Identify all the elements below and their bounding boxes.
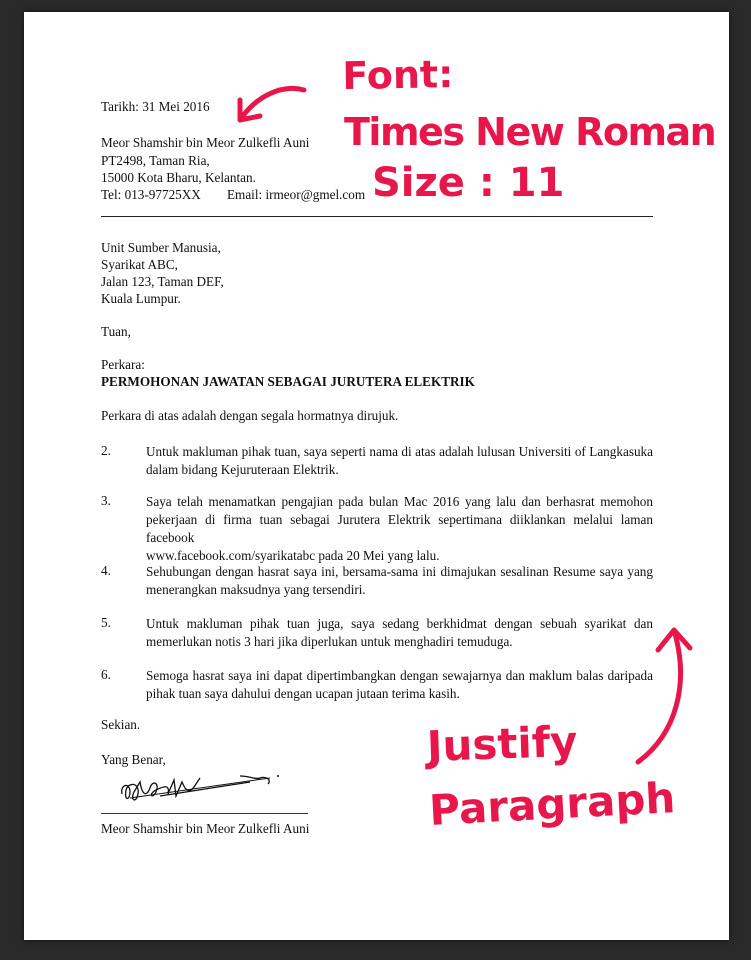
item-number: 2. [101,443,111,458]
item-line: Untuk makluman pihak tuan juga, saya sedang berkhidmat dengan sebuah syarikat dan [146,616,653,631]
item-line: Semoga hasrat saya ini dapat dipertimbangkan dengan sewajarnya dan maklum balas daripada [146,668,653,683]
item-line: www.facebook.com/syarikatabc pada 20 Mei yang lalu. [146,548,440,563]
item-line: Sehubungan dengan hasrat saya ini, bersama-sama ini dimajukan sesalinan Resume saya yang [146,564,653,579]
item-line: Saya telah menamatkan pengajian pada bulan Mac 2016 yang lalu dan berhasrat memohon [146,494,653,509]
sender-address-2: 15000 Kota Bharu, Kelantan. [101,170,256,185]
item-number: 5. [101,615,111,630]
annotation-font-label: Font: [342,52,454,98]
item-number: 6. [101,667,111,682]
header-divider [101,216,653,217]
letter-date: Tarikh: 31 Mei 2016 [101,99,210,114]
arrow-left-icon [232,82,312,130]
signature-name: Meor Shamshir bin Meor Zulkefli Auni [101,821,310,836]
item-line: pekerjaan di firma tuan sebagai Jurutera Elektrik sepertimana diiklankan melalui laman facebook [146,512,653,545]
item-line: memerlukan notis 3 hari jika diperlukan untuk menghadiri temuduga. [146,634,513,649]
salutation: Tuan, [101,324,131,339]
item-line: pihak tuan saya dahului dengan ucapan jutaan terima kasih. [146,686,460,701]
sender-address-1: PT2498, Taman Ria, [101,153,210,168]
item-paragraph [146,667,653,703]
recipient-line-3: Jalan 123, Taman DEF, [101,274,224,289]
item-line: Untuk makluman pihak tuan, saya seperti nama di atas adalah lulusan Universiti of Langkasuka [146,444,653,459]
sender-name: Meor Shamshir bin Meor Zulkefli Auni [101,135,310,150]
item-line: menerangkan maksudnya yang tersendiri. [146,582,366,597]
recipient-line-2: Syarikat ABC, [101,257,178,272]
arrow-up-icon [628,624,698,774]
sender-email: Email: irmeor@gmel.com [227,187,366,202]
annotation-font-name: Times New Roman [344,110,716,154]
sign-off: Yang Benar, [101,752,166,767]
item-number: 4. [101,563,111,578]
annotation-paragraph: Paragraph [428,773,677,835]
item-paragraph [146,563,653,599]
annotation-justify: Justify [426,716,579,771]
item-line: dalam bidang Kejuruteraan Elektrik. [146,462,339,477]
sender-tel: Tel: 013-97725XX [101,187,201,202]
subject-title: PERMOHONAN JAWATAN SEBAGAI JURUTERA ELEKTRIK [101,374,475,389]
subject-label: Perkara: [101,357,145,372]
signature-image [100,764,300,814]
closing: Sekian. [101,717,141,732]
annotation-size: Size : 11 [372,160,565,206]
recipient-line-1: Unit Sumber Manusia, [101,240,221,255]
recipient-line-4: Kuala Lumpur. [101,291,181,306]
intro-paragraph: Perkara di atas adalah dengan segala hormatnya dirujuk. [101,408,399,423]
item-paragraph [146,615,653,651]
item-paragraph [146,443,653,479]
item-number: 3. [101,493,111,508]
signature-line [101,813,308,814]
item-paragraph [146,493,653,565]
